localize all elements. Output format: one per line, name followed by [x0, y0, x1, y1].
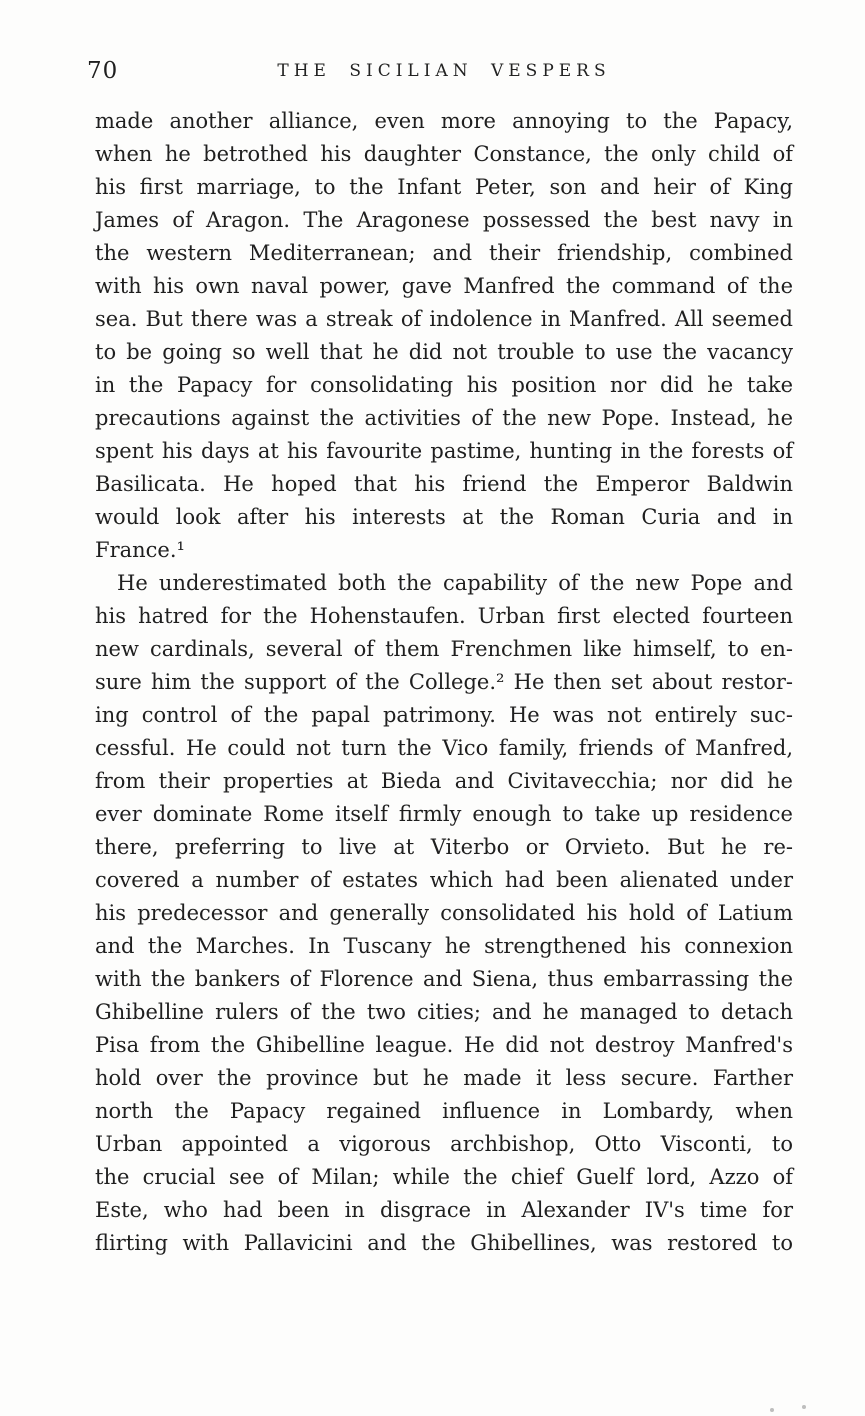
text-line: Pisa from the Ghibelline league. He did not destroy Manfred's	[95, 1033, 793, 1057]
page-number: 70	[87, 58, 119, 84]
text-line: to be going so well that he did not trouble to use the vacancy	[95, 340, 793, 364]
text-line: sure him the support of the College.² He then set about restor-	[95, 670, 793, 694]
page-header	[87, 58, 793, 90]
text-line: with his own naval power, gave Manfred the command of the	[95, 274, 793, 298]
text-line: in the Papacy for consolidating his position nor did he take	[95, 373, 793, 397]
text-line: hold over the province but he made it less secure. Farther	[95, 1066, 793, 1090]
paragraph	[95, 105, 793, 567]
text-line: his predecessor and generally consolidated his hold of Latium	[95, 901, 793, 925]
text-line: covered a number of estates which had been alienated under	[95, 868, 793, 892]
text-line: flirting with Pallavicini and the Ghibellines, was restored to	[95, 1231, 793, 1255]
text-line: the crucial see of Milan; while the chief Guelf lord, Azzo of	[95, 1165, 793, 1189]
text-line: his hatred for the Hohenstaufen. Urban first elected fourteen	[95, 604, 793, 628]
text-line: cessful. He could not turn the Vico family, friends of Manfred,	[95, 736, 793, 760]
text-line: ever dominate Rome itself firmly enough to take up residence	[95, 802, 793, 826]
text-line: sea. But there was a streak of indolence in Manfred. All seemed	[95, 307, 793, 331]
paragraph	[95, 567, 793, 1260]
text-line: precautions against the activities of the new Pope. Instead, he	[95, 406, 793, 430]
text-line: He underestimated both the capability of the new Pope and	[117, 571, 793, 595]
text-line: Urban appointed a vigorous archbishop, Otto Visconti, to	[95, 1132, 793, 1156]
scan-speck	[770, 1408, 774, 1412]
text-line: Basilicata. He hoped that his friend the Emperor Baldwin	[95, 472, 793, 496]
body-text	[95, 105, 793, 1260]
scan-speck	[802, 1405, 806, 1409]
text-line: James of Aragon. The Aragonese possessed the best navy in	[95, 208, 793, 232]
text-line: France.¹	[95, 538, 185, 562]
running-title: THE SICILIAN VESPERS	[277, 61, 611, 81]
text-line: ing control of the papal patrimony. He was not entirely suc-	[95, 703, 793, 727]
text-line: spent his days at his favourite pastime, hunting in the forests of	[95, 439, 793, 463]
text-line: there, preferring to live at Viterbo or Orvieto. But he re-	[95, 835, 793, 859]
text-line: Ghibelline rulers of the two cities; and he managed to detach	[95, 1000, 793, 1024]
text-line: the western Mediterranean; and their friendship, combined	[95, 241, 793, 265]
text-line: Este, who had been in disgrace in Alexander IV's time for	[95, 1198, 793, 1222]
text-line: from their properties at Bieda and Civitavecchia; nor did he	[95, 769, 793, 793]
text-line: would look after his interests at the Roman Curia and in	[95, 505, 793, 529]
text-line: his first marriage, to the Infant Peter, son and heir of King	[95, 175, 793, 199]
text-line: with the bankers of Florence and Siena, thus embarrassing the	[95, 967, 793, 991]
text-line: made another alliance, even more annoying to the Papacy,	[95, 109, 793, 133]
text-block	[87, 58, 793, 1260]
text-line: when he betrothed his daughter Constance, the only child of	[95, 142, 793, 166]
text-line: and the Marches. In Tuscany he strengthened his connexion	[95, 934, 793, 958]
text-line: new cardinals, several of them Frenchmen like himself, to en-	[95, 637, 793, 661]
text-line: north the Papacy regained influence in Lombardy, when	[95, 1099, 793, 1123]
